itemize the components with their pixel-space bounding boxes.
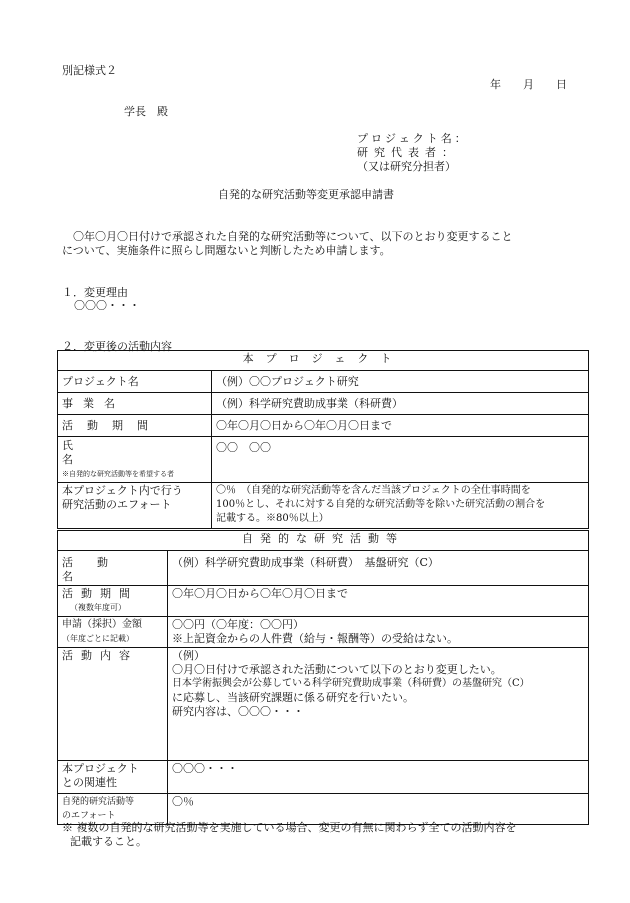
- label-activity-period-note: （複数年度可）: [70, 603, 126, 612]
- label-project-name: プロジェクト名: [58, 371, 212, 393]
- date-line: 年 月 日: [490, 78, 567, 91]
- label-activity-name: 活動名: [58, 551, 168, 586]
- value-activity-name: （例）科学研究費助成事業（科研費） 基盤研究（C）: [168, 551, 589, 586]
- label-amount: 申請（採択）金額: [62, 619, 142, 630]
- value-content-5: 研究内容は、〇〇〇・・・: [172, 705, 304, 718]
- footnote-line-1: ※ 複数の自発的な研究活動等を実施している場合、変更の有無に関わらず全ての活動内容を: [62, 821, 517, 834]
- label-name: 氏名: [62, 439, 161, 466]
- label-name-cell: [58, 437, 212, 483]
- label-effort-cell: [58, 483, 212, 529]
- project-name-label: プロジェクト名：: [357, 132, 469, 145]
- label-activity-period-cell: [58, 586, 168, 617]
- section1-body: 〇〇〇・・・: [74, 299, 140, 312]
- label-content: 活動内容: [58, 648, 168, 761]
- label-relation-2: との関連性: [62, 776, 117, 789]
- label-amount-note: （年度ごとに記載）: [62, 634, 134, 643]
- value-effort-3: 記載する。※80％以上）: [216, 513, 329, 524]
- value-content-4: に応募し、当該研究課題に係る研究を行いたい。: [172, 691, 414, 704]
- label-relation-cell: [58, 761, 168, 794]
- section1-heading: １．変更理由: [62, 286, 128, 299]
- value-activity-period: 〇年〇月〇日から〇年〇月〇日まで: [212, 415, 589, 437]
- intro-line-1: 〇年〇月〇日付けで承認された自発的な研究活動等について、以下のとおり変更すること: [73, 230, 513, 243]
- value-amount-cell: [168, 617, 589, 648]
- representative-note: （又は研究分担者）: [357, 160, 456, 173]
- label-activity-period: 活動期間: [58, 415, 212, 437]
- label-amount-cell: [58, 617, 168, 648]
- value-effort-cell: [212, 483, 589, 529]
- representative-label: 研究代表者：: [357, 146, 459, 159]
- value-amount-1: 〇〇円（〇年度：〇〇円）: [172, 618, 304, 631]
- value-voluntary-effort: 〇％: [168, 794, 589, 825]
- value-content-2: 〇月〇日付けで承認された活動について以下のとおり変更したい。: [172, 663, 502, 676]
- voluntary-table-header: 自発的な研究活動等: [58, 531, 589, 551]
- addressee: 学長 殿: [124, 105, 168, 118]
- value-relation: 〇〇〇・・・: [168, 761, 589, 794]
- form-label: 別記様式２: [62, 64, 117, 77]
- label-effort-2: 研究活動のエフォート: [62, 498, 172, 511]
- label-effort-1: 本プロジェクト内で行う: [62, 484, 183, 497]
- label-voluntary-effort-1: 自発的研究活動等: [62, 797, 135, 807]
- label-activity-period-2: 活動期間: [62, 587, 138, 600]
- intro-line-2: について、実施条件に照らし問題ないと判断したため申請します。: [62, 244, 391, 257]
- value-project-name: （例）〇〇プロジェクト研究: [212, 371, 589, 393]
- footnote-line-2: 記載すること。: [70, 835, 147, 848]
- document-title: 自発的な研究活動等変更承認申請書: [218, 188, 394, 201]
- label-business-name: 事業名: [58, 393, 212, 415]
- value-amount-2: ※上記資金からの人件費（給与・報酬等）の受給はない。: [172, 632, 458, 645]
- value-activity-period-2: 〇年〇月〇日から〇年〇月〇日まで: [168, 586, 589, 617]
- label-name-note: ※自発的な研究活動等を希望する者: [62, 470, 174, 478]
- project-table: [57, 350, 589, 529]
- label-voluntary-effort-2: のエフォート: [62, 811, 116, 821]
- value-content-cell: [168, 648, 589, 761]
- value-business-name: （例）科学研究費助成事業（科研費）: [212, 393, 589, 415]
- value-content-1: （例）: [172, 649, 205, 662]
- section2-heading: ２．変更後の活動内容: [62, 340, 172, 353]
- value-name: 〇〇 〇〇: [212, 437, 589, 483]
- voluntary-activity-table: [57, 530, 589, 825]
- value-effort-1: 〇％ （自発的な研究活動等を含んだ当該プロジェクトの全仕事時間を: [216, 485, 531, 496]
- project-table-header: 本プロジェクト: [58, 351, 589, 371]
- value-content-3: 日本学術振興会が公募している科学研究費助成事業（科研費）の基盤研究（C）: [172, 678, 530, 689]
- label-relation-1: 本プロジェクト: [62, 762, 139, 775]
- value-effort-2: 100％とし、それに対する自発的な研究活動等を除いた研究活動の割合を: [216, 499, 546, 510]
